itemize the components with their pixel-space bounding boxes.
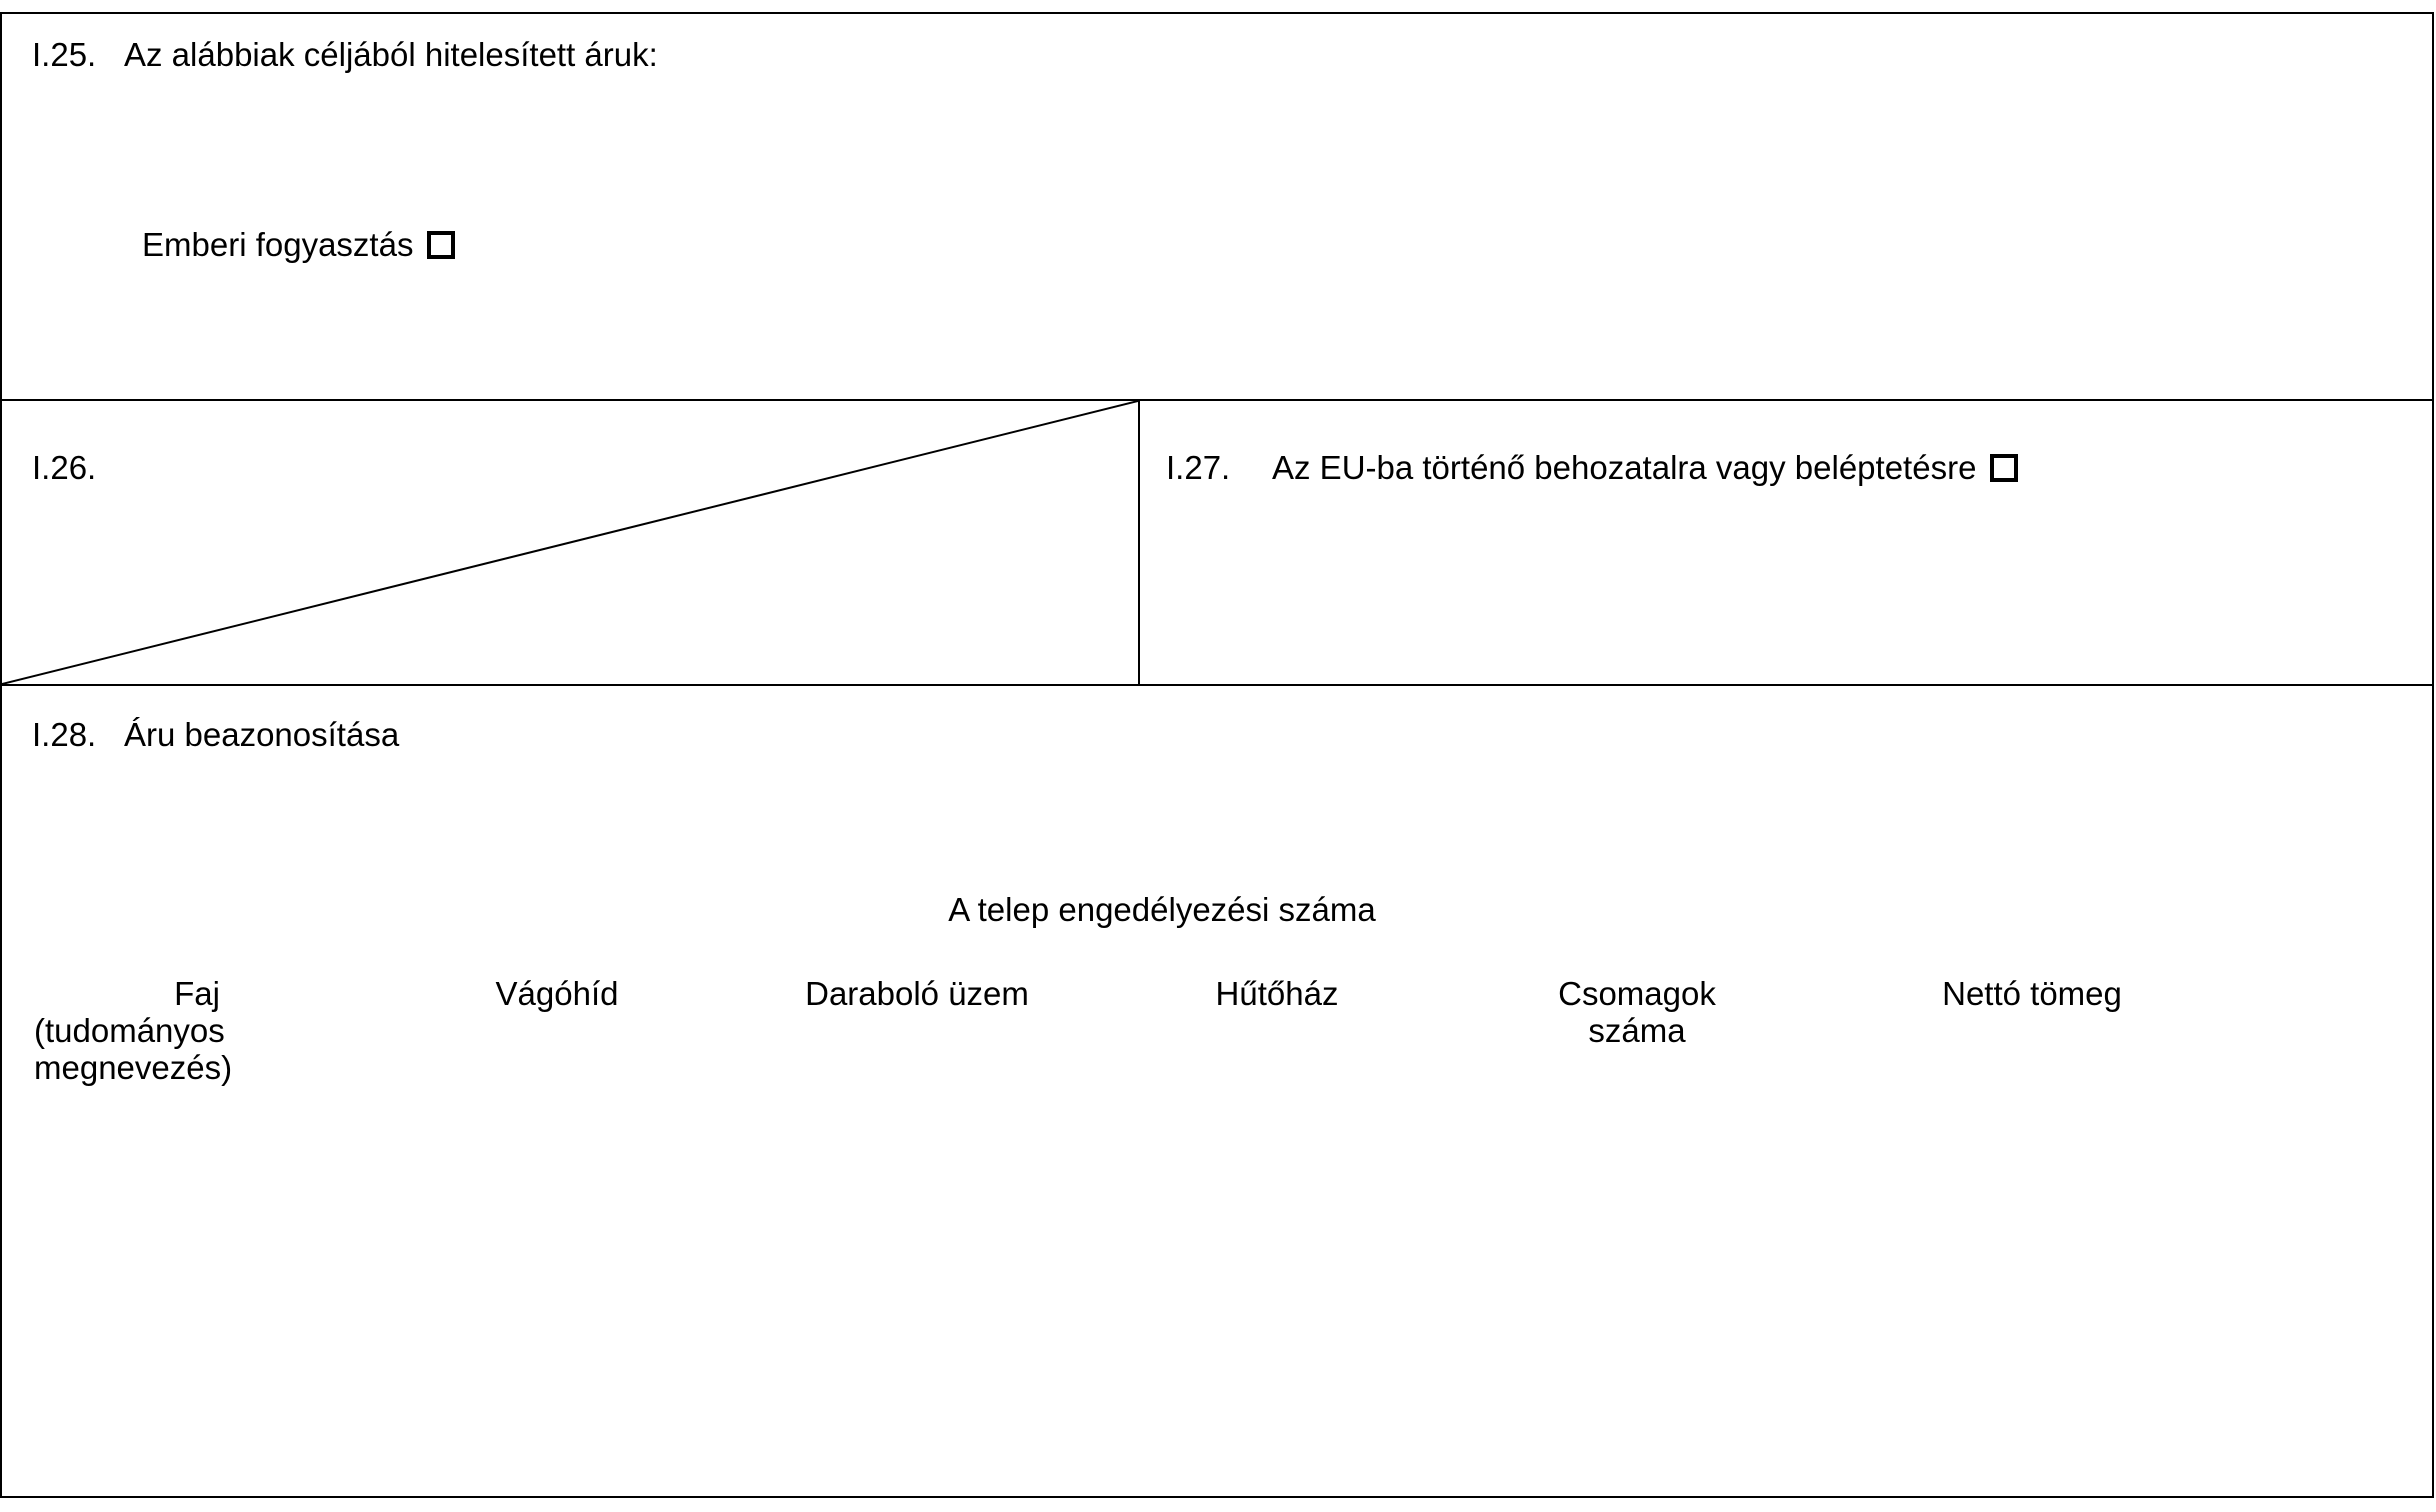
column-header-slaughterhouse: Vágóhíd (495, 975, 619, 1012)
establishment-approval-number-heading: A telep engedélyezési száma (948, 891, 1376, 928)
eu-entry-checkbox[interactable] (1990, 454, 2018, 482)
section-i25-heading (32, 36, 658, 74)
section-i28-number: I.28. (32, 716, 97, 753)
crossed-out-diagonal-line-icon (2, 401, 1138, 684)
column-header-cutting-plant: Daraboló üzem (805, 975, 1029, 1012)
human-consumption-option[interactable] (142, 226, 455, 264)
column-header-number-of-packages: Csomagok száma (1558, 975, 1716, 1049)
column-header-species: Faj (tudományos megnevezés) (34, 975, 233, 1086)
section-i25-title: Az alábbiak céljából hitelesített áruk: (124, 36, 658, 73)
section-i27 (1140, 401, 2432, 684)
section-i25-number: I.25. (32, 36, 97, 73)
section-i26-number: I.26. (32, 449, 97, 486)
human-consumption-label: Emberi fogyasztás (142, 226, 414, 263)
section-i27-heading[interactable] (1166, 449, 2018, 487)
section-i28-title: Áru beazonosítása (124, 716, 400, 753)
section-i28-heading (32, 716, 399, 754)
certificate-form (0, 12, 2434, 1498)
section-i26-i27-row (2, 401, 2432, 686)
section-i25 (2, 14, 2432, 401)
section-i27-title: Az EU-ba történő behozatalra vagy beléptetésre (1272, 449, 1977, 486)
column-header-cold-store: Hűtőház (1215, 975, 1339, 1012)
human-consumption-checkbox[interactable] (427, 231, 455, 259)
column-header-net-weight: Nettó tömeg (1942, 975, 2122, 1012)
section-i26 (2, 401, 1140, 684)
goods-table-header-row (2, 976, 2432, 1087)
section-i27-number: I.27. (1166, 449, 1231, 486)
section-i28 (2, 686, 2432, 1496)
